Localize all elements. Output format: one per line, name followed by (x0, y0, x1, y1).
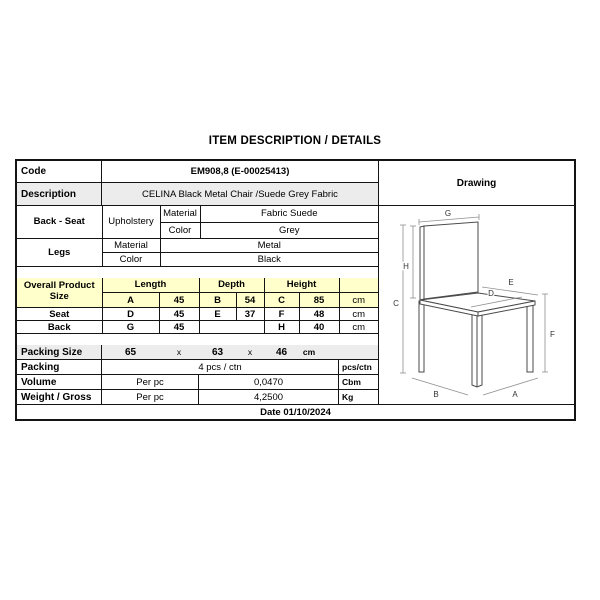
dim-val-h: 40 (299, 321, 339, 334)
date-value: Date 01/10/2024 (260, 406, 331, 418)
drawing-header: Drawing (379, 161, 574, 206)
spec-columns (17, 161, 379, 404)
dim-line-b (412, 378, 468, 395)
chair-drawing (379, 206, 573, 403)
description-label: Description (17, 183, 102, 205)
dim-label-c: C (393, 299, 399, 308)
back-depth-empty-cell (199, 321, 264, 334)
legs-material-key: Material (102, 238, 160, 252)
description-row (17, 183, 378, 206)
dim-key-g: G (102, 321, 159, 334)
back-seat-color-value: Grey (200, 222, 378, 238)
overall-size-label-line1: Overall Product (23, 280, 95, 292)
volume-row (17, 375, 378, 390)
table-body (17, 161, 574, 404)
packing-size-sep2: x (247, 347, 253, 357)
dim-val-e: 37 (236, 308, 264, 321)
packing-size-v2: 63 (211, 346, 224, 358)
dim-key-b: B (199, 293, 236, 308)
dim-key-a: A (102, 293, 159, 308)
dim-label-h: H (403, 262, 409, 271)
weight-label: Weight / Gross (17, 390, 102, 404)
legs-color-key: Color (102, 252, 160, 266)
dim-key-d: D (102, 308, 159, 321)
dim-line-a (483, 378, 538, 395)
spacer-row (17, 267, 378, 278)
dim-val-b: 54 (236, 293, 264, 308)
dim-val-f: 48 (299, 308, 339, 321)
weight-unit: Kg (342, 392, 354, 402)
legs-label: Legs (17, 238, 102, 266)
spacer-row (17, 334, 378, 345)
packing-unit: pcs/ctn (342, 362, 372, 372)
packing-size-sep1: x (176, 347, 182, 357)
packing-size-unit: cm (302, 347, 316, 357)
depth-header: Depth (199, 278, 264, 293)
page-title: ITEM DESCRIPTION / DETAILS (208, 135, 382, 147)
dim-val-d: 45 (159, 308, 199, 321)
size-table (17, 278, 378, 335)
code-label: Code (17, 161, 102, 182)
dim-val-a: 45 (159, 293, 199, 308)
height-header: Height (264, 278, 339, 293)
length-header: Length (102, 278, 199, 293)
size-header-unit-cell (339, 278, 378, 293)
seat-unit: cm (339, 308, 378, 321)
packing-size-values (102, 345, 378, 359)
volume-value: 0,0470 (199, 375, 339, 389)
dim-key-h: H (264, 321, 299, 334)
dim-label-d: D (488, 289, 494, 298)
code-row (17, 161, 378, 183)
packing-label: Packing (17, 360, 102, 374)
weight-value: 4,2500 (199, 390, 339, 404)
weight-row (17, 390, 378, 404)
packing-size-label: Packing Size (17, 345, 102, 359)
upholstery-label: Upholstery (102, 206, 160, 238)
back-seat-color-key: Color (160, 222, 200, 238)
date-row (17, 404, 574, 419)
chair-backrest (420, 222, 478, 300)
dim-label-e: E (508, 278, 514, 287)
seat-row-label: Seat (17, 308, 102, 321)
overall-unit: cm (339, 293, 378, 308)
details-table (15, 159, 576, 421)
overall-size-label (17, 278, 102, 308)
overall-size-label-line2: Size (49, 291, 69, 303)
back-seat-material-key: Material (160, 206, 200, 222)
drawing-area (379, 206, 574, 404)
volume-label: Volume (17, 375, 102, 389)
dim-label-b: B (433, 390, 439, 399)
materials-table (17, 206, 378, 267)
dim-line-f (542, 294, 548, 372)
dim-label-a: A (512, 390, 518, 399)
description-value: CELINA Black Metal Chair /Suede Grey Fabric (142, 188, 338, 200)
dim-line-c (400, 225, 406, 373)
weight-basis: Per pc (102, 390, 199, 404)
dim-label-g: G (444, 209, 452, 218)
back-row-label: Back (17, 321, 102, 334)
legs-color-value: Black (160, 252, 378, 266)
dim-key-c: C (264, 293, 299, 308)
back-seat-material-value: Fabric Suede (200, 206, 378, 222)
back-unit: cm (339, 321, 378, 334)
code-value: EM908,8 (E-00025413) (190, 166, 290, 177)
volume-unit: Cbm (342, 377, 361, 387)
volume-basis: Per pc (102, 375, 199, 389)
dim-key-f: F (264, 308, 299, 321)
legs-material-value: Metal (160, 238, 378, 252)
packing-size-v3: 46 (275, 346, 288, 358)
dim-val-g: 45 (159, 321, 199, 334)
packing-size-v1: 65 (124, 346, 137, 358)
dim-key-e: E (199, 308, 236, 321)
dim-line-h (410, 226, 416, 298)
packing-value: 4 pcs / ctn (102, 360, 339, 374)
dim-val-c: 85 (299, 293, 339, 308)
packing-row (17, 360, 378, 375)
drawing-column (379, 161, 574, 404)
back-seat-label: Back - Seat (17, 206, 102, 238)
packing-size-row (17, 345, 378, 360)
dim-label-f: F (550, 330, 555, 339)
